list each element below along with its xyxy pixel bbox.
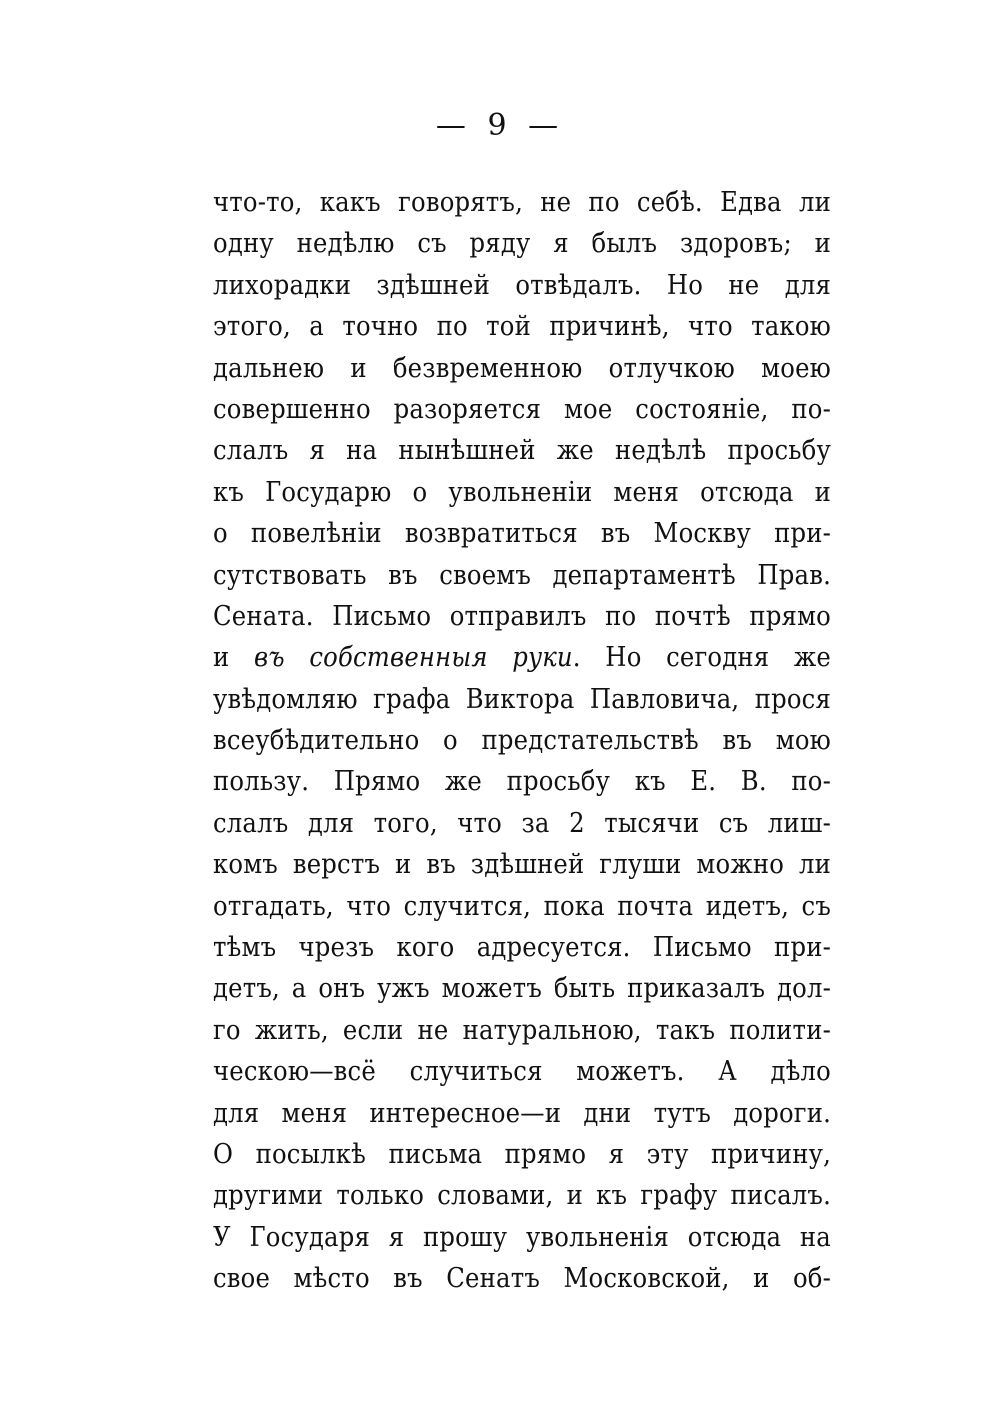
text-segment: увѣдомляю графа Виктора Павловича, прося — [213, 683, 831, 715]
text-line — [213, 472, 831, 513]
text-line — [213, 182, 831, 223]
body-text — [213, 182, 831, 1300]
text-segment: . Но сегодня же — [572, 642, 832, 674]
text-segment: тѣмъ чрезъ кого адресуется. Письмо при- — [213, 932, 831, 964]
text-line — [213, 265, 831, 306]
text-line — [213, 1093, 831, 1134]
page-number: — 9 — — [435, 108, 565, 143]
text-segment: го жить, если не натуральною, такъ полити- — [213, 1014, 831, 1046]
text-line — [213, 306, 831, 347]
text-line — [213, 1051, 831, 1092]
text-segment: къ Государю о увольненіи меня отсюда и — [213, 476, 831, 508]
text-segment: У Государя я прошу увольненія отсюда на — [213, 1221, 831, 1253]
text-line — [213, 348, 831, 389]
text-segment: совершенно разоряется мое состояніе, по- — [213, 393, 831, 425]
text-line — [213, 223, 831, 264]
text-line — [213, 679, 831, 720]
text-line — [213, 389, 831, 430]
text-segment: комъ верстъ и въ здѣшней глуши можно ли — [213, 849, 831, 881]
text-line — [213, 555, 831, 596]
text-segment: ческою—всё случиться можетъ. А дѣло — [213, 1056, 831, 1088]
text-segment: что-то, какъ говорятъ, не по себѣ. Едва ли — [213, 187, 831, 218]
text-segment: всеубѣдительно о предстательствѣ въ мою — [213, 725, 831, 757]
text-line — [213, 803, 831, 844]
text-line — [213, 761, 831, 802]
text-segment: О посылкѣ письма прямо я эту причину, — [213, 1138, 831, 1170]
text-line — [213, 513, 831, 554]
italic-segment: въ собственныя руки — [254, 642, 573, 674]
text-segment: одну недѣлю съ ряду я былъ здоровъ; и — [213, 228, 831, 260]
text-line — [213, 720, 831, 761]
text-segment: для меня интересное—и дни тутъ дороги. — [213, 1097, 831, 1129]
text-segment: о повелѣніи возвратиться въ Москву при- — [213, 518, 831, 550]
text-line — [213, 1217, 831, 1258]
text-line — [213, 430, 831, 471]
text-segment: пользу. Прямо же просьбу къ Е. В. по- — [213, 766, 831, 798]
text-segment: отгадать, что случится, пока почта идетъ, съ — [213, 890, 831, 922]
text-line — [213, 1258, 831, 1299]
text-segment: другими только словами, и къ графу писалъ. — [213, 1180, 831, 1212]
text-segment: сутствовать въ своемъ департаментѣ Прав. — [213, 559, 831, 591]
text-line — [213, 1134, 831, 1175]
text-segment: слалъ я на нынѣшней же недѣлѣ просьбу — [213, 435, 831, 467]
text-line — [213, 968, 831, 1009]
text-line — [213, 886, 831, 927]
text-segment: слалъ для того, что за 2 тысячи съ лиш- — [213, 807, 831, 839]
text-segment: лихорадки здѣшней отвѣдалъ. Но не для — [213, 269, 831, 301]
text-line — [213, 637, 831, 678]
text-segment: и — [213, 642, 254, 674]
text-segment: Сената. Письмо отправилъ по почтѣ прямо — [213, 600, 831, 632]
text-segment: свое мѣсто въ Сенатъ Московской, и об- — [213, 1263, 831, 1295]
text-segment: этого, а точно по той причинѣ, что такою — [213, 311, 831, 343]
text-line — [213, 1010, 831, 1051]
text-line — [213, 1175, 831, 1216]
text-segment: детъ, а онъ ужъ можетъ быть приказалъ дол- — [213, 973, 831, 1005]
text-segment: дальнею и безвременною отлучкою моею — [213, 352, 831, 384]
text-line — [213, 596, 831, 637]
text-line — [213, 844, 831, 885]
text-line — [213, 927, 831, 968]
